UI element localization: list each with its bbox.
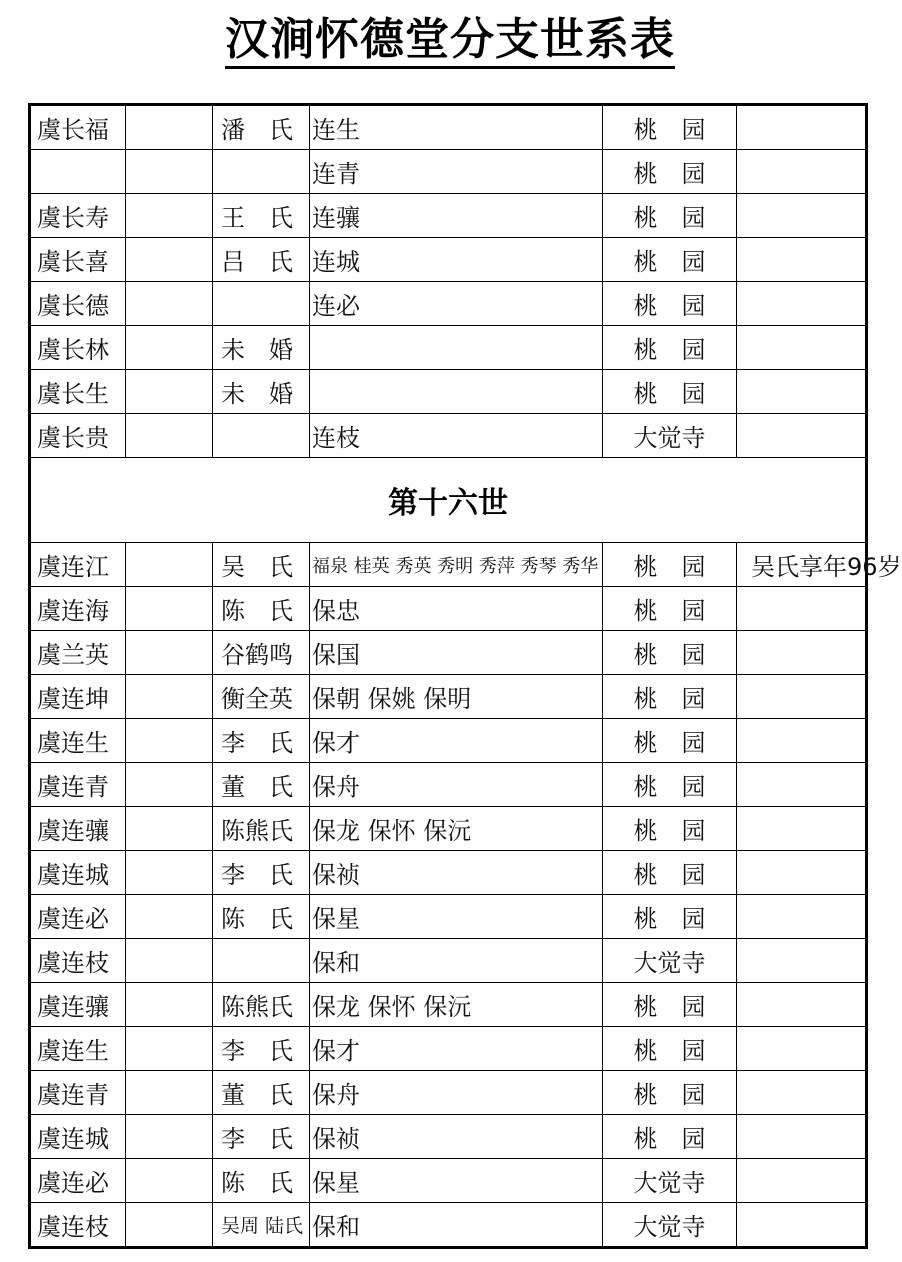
person-name: 虞长福 — [30, 105, 126, 150]
children-names: 保龙 保怀 保沅 — [310, 983, 603, 1027]
blank-cell — [126, 150, 213, 194]
person-name: 虞连骧 — [30, 807, 126, 851]
children-names: 保祯 — [310, 1115, 603, 1159]
children-names: 连枝 — [310, 414, 603, 458]
person-name: 虞连生 — [30, 1027, 126, 1071]
note — [737, 414, 867, 458]
spouse-name: 陈 氏 — [213, 1159, 310, 1203]
residence: 桃 园 — [603, 631, 737, 675]
residence: 桃 园 — [603, 851, 737, 895]
note — [737, 763, 867, 807]
children-names: 保舟 — [310, 1071, 603, 1115]
person-name: 虞连江 — [30, 543, 126, 587]
residence: 桃 园 — [603, 1027, 737, 1071]
table-row — [30, 105, 867, 150]
table-row — [30, 895, 867, 939]
spouse-name: 陈熊氏 — [213, 983, 310, 1027]
note — [737, 1115, 867, 1159]
blank-cell — [126, 763, 213, 807]
children-names — [310, 370, 603, 414]
blank-cell — [126, 282, 213, 326]
note — [737, 238, 867, 282]
residence: 桃 园 — [603, 238, 737, 282]
note — [737, 895, 867, 939]
children-names: 保和 — [310, 1203, 603, 1248]
children-names — [310, 326, 603, 370]
generation-heading: 第十六世 — [30, 458, 867, 543]
spouse-name: 李 氏 — [213, 1027, 310, 1071]
note — [737, 631, 867, 675]
table-row — [30, 631, 867, 675]
children-names: 福泉 桂英 秀英 秀明 秀萍 秀琴 秀华 — [310, 543, 603, 587]
table-row — [30, 807, 867, 851]
person-name: 虞连海 — [30, 587, 126, 631]
blank-cell — [126, 587, 213, 631]
blank-cell — [126, 238, 213, 282]
residence: 桃 园 — [603, 543, 737, 587]
spouse-name: 陈熊氏 — [213, 807, 310, 851]
spouse-name: 董 氏 — [213, 1071, 310, 1115]
person-name: 虞连城 — [30, 851, 126, 895]
table-row — [30, 370, 867, 414]
spouse-name: 王 氏 — [213, 194, 310, 238]
spouse-name: 未 婚 — [213, 326, 310, 370]
spouse-name: 未 婚 — [213, 370, 310, 414]
blank-cell — [126, 895, 213, 939]
generation-row — [30, 458, 867, 543]
person-name: 虞长生 — [30, 370, 126, 414]
residence: 桃 园 — [603, 370, 737, 414]
person-name: 虞连青 — [30, 1071, 126, 1115]
table-row — [30, 1115, 867, 1159]
blank-cell — [126, 939, 213, 983]
children-names: 保朝 保姚 保明 — [310, 675, 603, 719]
residence: 桃 园 — [603, 326, 737, 370]
page-title-text: 汉涧怀德堂分支世系表 — [225, 14, 675, 69]
person-name: 虞连必 — [30, 1159, 126, 1203]
blank-cell — [126, 719, 213, 763]
note — [737, 1027, 867, 1071]
spouse-name — [213, 414, 310, 458]
spouse-name: 李 氏 — [213, 719, 310, 763]
residence: 大觉寺 — [603, 939, 737, 983]
table-row — [30, 282, 867, 326]
spouse-name: 董 氏 — [213, 763, 310, 807]
person-name: 虞长林 — [30, 326, 126, 370]
residence: 桃 园 — [603, 105, 737, 150]
table-row — [30, 1203, 867, 1248]
person-name: 虞连青 — [30, 763, 126, 807]
residence: 大觉寺 — [603, 1159, 737, 1203]
note — [737, 983, 867, 1027]
note — [737, 1203, 867, 1248]
table-row — [30, 983, 867, 1027]
note — [737, 105, 867, 150]
blank-cell — [126, 370, 213, 414]
children-names: 保才 — [310, 1027, 603, 1071]
table-row — [30, 1071, 867, 1115]
residence: 桃 园 — [603, 763, 737, 807]
residence: 桃 园 — [603, 807, 737, 851]
note — [737, 939, 867, 983]
note — [737, 282, 867, 326]
blank-cell — [126, 194, 213, 238]
note — [737, 675, 867, 719]
person-name: 虞长贵 — [30, 414, 126, 458]
table-row — [30, 326, 867, 370]
genealogy-table — [28, 103, 902, 1249]
table-row — [30, 587, 867, 631]
person-name: 虞连骧 — [30, 983, 126, 1027]
residence: 大觉寺 — [603, 1203, 737, 1248]
blank-cell — [126, 326, 213, 370]
blank-cell — [126, 983, 213, 1027]
note — [737, 370, 867, 414]
children-names: 连必 — [310, 282, 603, 326]
children-names: 保才 — [310, 719, 603, 763]
person-name: 虞长德 — [30, 282, 126, 326]
note — [737, 194, 867, 238]
blank-cell — [126, 631, 213, 675]
note — [737, 807, 867, 851]
children-names: 保忠 — [310, 587, 603, 631]
spouse-name: 陈 氏 — [213, 587, 310, 631]
note — [737, 719, 867, 763]
person-name: 虞连坤 — [30, 675, 126, 719]
children-names: 保星 — [310, 1159, 603, 1203]
children-names: 保国 — [310, 631, 603, 675]
residence: 桃 园 — [603, 587, 737, 631]
residence: 大觉寺 — [603, 414, 737, 458]
table-row — [30, 1027, 867, 1071]
blank-cell — [126, 1115, 213, 1159]
blank-cell — [126, 807, 213, 851]
blank-cell — [126, 1159, 213, 1203]
spouse-name: 吴 氏 — [213, 543, 310, 587]
note: 吴氏享年96岁 — [737, 543, 867, 587]
children-names: 保祯 — [310, 851, 603, 895]
person-name: 虞长寿 — [30, 194, 126, 238]
note — [737, 1071, 867, 1115]
residence: 桃 园 — [603, 895, 737, 939]
table-row — [30, 851, 867, 895]
table-row — [30, 939, 867, 983]
spouse-name: 吴周 陆氏 — [213, 1203, 310, 1248]
table-row — [30, 414, 867, 458]
table-row — [30, 543, 867, 587]
children-names: 保舟 — [310, 763, 603, 807]
blank-cell — [126, 1071, 213, 1115]
table-row — [30, 719, 867, 763]
note — [737, 150, 867, 194]
blank-cell — [126, 1203, 213, 1248]
blank-cell — [126, 105, 213, 150]
residence: 桃 园 — [603, 150, 737, 194]
residence: 桃 园 — [603, 983, 737, 1027]
person-name: 虞连枝 — [30, 939, 126, 983]
children-names: 连城 — [310, 238, 603, 282]
blank-cell — [126, 675, 213, 719]
note — [737, 587, 867, 631]
residence: 桃 园 — [603, 194, 737, 238]
blank-cell — [126, 851, 213, 895]
person-name: 虞兰英 — [30, 631, 126, 675]
table-row — [30, 763, 867, 807]
residence: 桃 园 — [603, 719, 737, 763]
blank-cell — [126, 543, 213, 587]
children-names: 保和 — [310, 939, 603, 983]
spouse-name: 李 氏 — [213, 1115, 310, 1159]
table-row — [30, 150, 867, 194]
residence: 桃 园 — [603, 282, 737, 326]
children-names: 连生 — [310, 105, 603, 150]
residence: 桃 园 — [603, 675, 737, 719]
person-name: 虞连必 — [30, 895, 126, 939]
spouse-name: 衡全英 — [213, 675, 310, 719]
children-names: 保龙 保怀 保沅 — [310, 807, 603, 851]
note — [737, 851, 867, 895]
spouse-name: 李 氏 — [213, 851, 310, 895]
person-name — [30, 150, 126, 194]
children-names: 保星 — [310, 895, 603, 939]
person-name: 虞长喜 — [30, 238, 126, 282]
table-row — [30, 194, 867, 238]
spouse-name: 潘 氏 — [213, 105, 310, 150]
table-row — [30, 1159, 867, 1203]
person-name: 虞连枝 — [30, 1203, 126, 1248]
spouse-name — [213, 282, 310, 326]
note — [737, 326, 867, 370]
note — [737, 1159, 867, 1203]
table-row — [30, 675, 867, 719]
spouse-name: 陈 氏 — [213, 895, 310, 939]
children-names: 连骧 — [310, 194, 603, 238]
person-name: 虞连生 — [30, 719, 126, 763]
blank-cell — [126, 1027, 213, 1071]
page-title — [0, 8, 900, 72]
table-row — [30, 238, 867, 282]
spouse-name: 吕 氏 — [213, 238, 310, 282]
spouse-name — [213, 939, 310, 983]
blank-cell — [126, 414, 213, 458]
children-names: 连青 — [310, 150, 603, 194]
person-name: 虞连城 — [30, 1115, 126, 1159]
spouse-name: 谷鹤鸣 — [213, 631, 310, 675]
residence: 桃 园 — [603, 1071, 737, 1115]
residence: 桃 园 — [603, 1115, 737, 1159]
spouse-name — [213, 150, 310, 194]
